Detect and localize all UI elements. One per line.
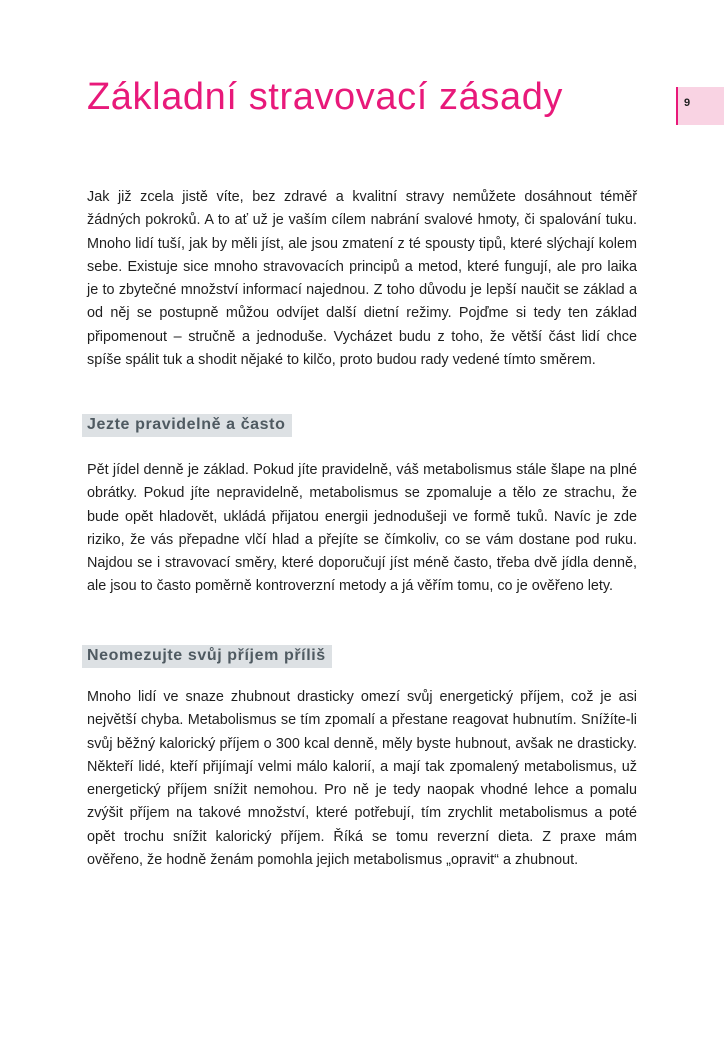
section-paragraph-eat-regularly: Pět jídel denně je základ. Pokud jíte pravidelně, váš metabolismus stále šlape na plné obrátky. Pokud jíte nepravidelně, metabolismus se zpomaluje a tělo ze strachu, že bude opět hladovět, ukládá přijatou energii jednodušeji ve formě tuků. Navíc je zde riziko, že vás přepadne vlčí hlad a přejíte se čímkoliv, co se vám dostane pod ruku. Najdou se i stravovací směry, které doporučují jíst méně často, třeba dvě jídla denně, ale jsou to často poměrně kontroverzní metody a já věřím tomu, co je ověřeno lety.	[87, 462, 637, 595]
section-heading-eat-regularly: Jezte pravidelně a často	[82, 414, 292, 437]
section-heading-dont-restrict-intake: Neomezujte svůj příjem příliš	[82, 645, 332, 668]
section-paragraph-dont-restrict-intake: Mnoho lidí ve snaze zhubnout drasticky omezí svůj energetický příjem, což je asi největší chyba. Metabolismus se tím zpomalí a přestane reagovat hubnutím. Snížíte-li svůj běžný kalorický příjem o 300 kcal denně, měly byste hubnout, avšak ne drasticky. Někteří lidé, kteří přijímají velmi málo kalorií, a mají tak zpomalený metabolismus, už energetický příjem snížit nemohou. Pro ně je tedy naopak vhodné lehce a pomalu zvýšit příjem na takové množství, které potřebují, tím zrychlit metabolismus a poté opět trochu snížit kalorický příjem. Říká se tomu reverzní dieta. Z praxe mám ověřeno, že hodně ženám pomohla jejich metabolismus „opravit“ a zhubnout.	[87, 689, 637, 869]
intro-paragraph: Jak již zcela jistě víte, bez zdravé a kvalitní stravy nemůžete dosáhnout téměř žádných pokroků. A to ať už je vaším cílem nabrání svalové hmoty, či spalování tuku. Mnoho lidí tuší, jak by měli jíst, ale jsou zmatení z té spousty tipů, které slýchají kolem sebe. Existuje sice mnoho stravovacích principů a metod, které fungují, ale pro laika je to zbytečné množství informací najednou. Z toho důvodu je lepší naučit se základ a od něj se postupně můžou odvíjet další dietní režimy. Pojďme si tedy ten základ připomenout – stručně a jednoduše. Vycházet budu z toho, že větší část lidí chce spíše spálit tuk a shodit nějaké to kilčo, proto budou rady vedené tímto směrem.	[87, 189, 637, 369]
page-title: Základní stravovací zásady	[87, 76, 564, 118]
page-number: 9	[684, 97, 691, 109]
page-number-tab	[676, 87, 724, 125]
